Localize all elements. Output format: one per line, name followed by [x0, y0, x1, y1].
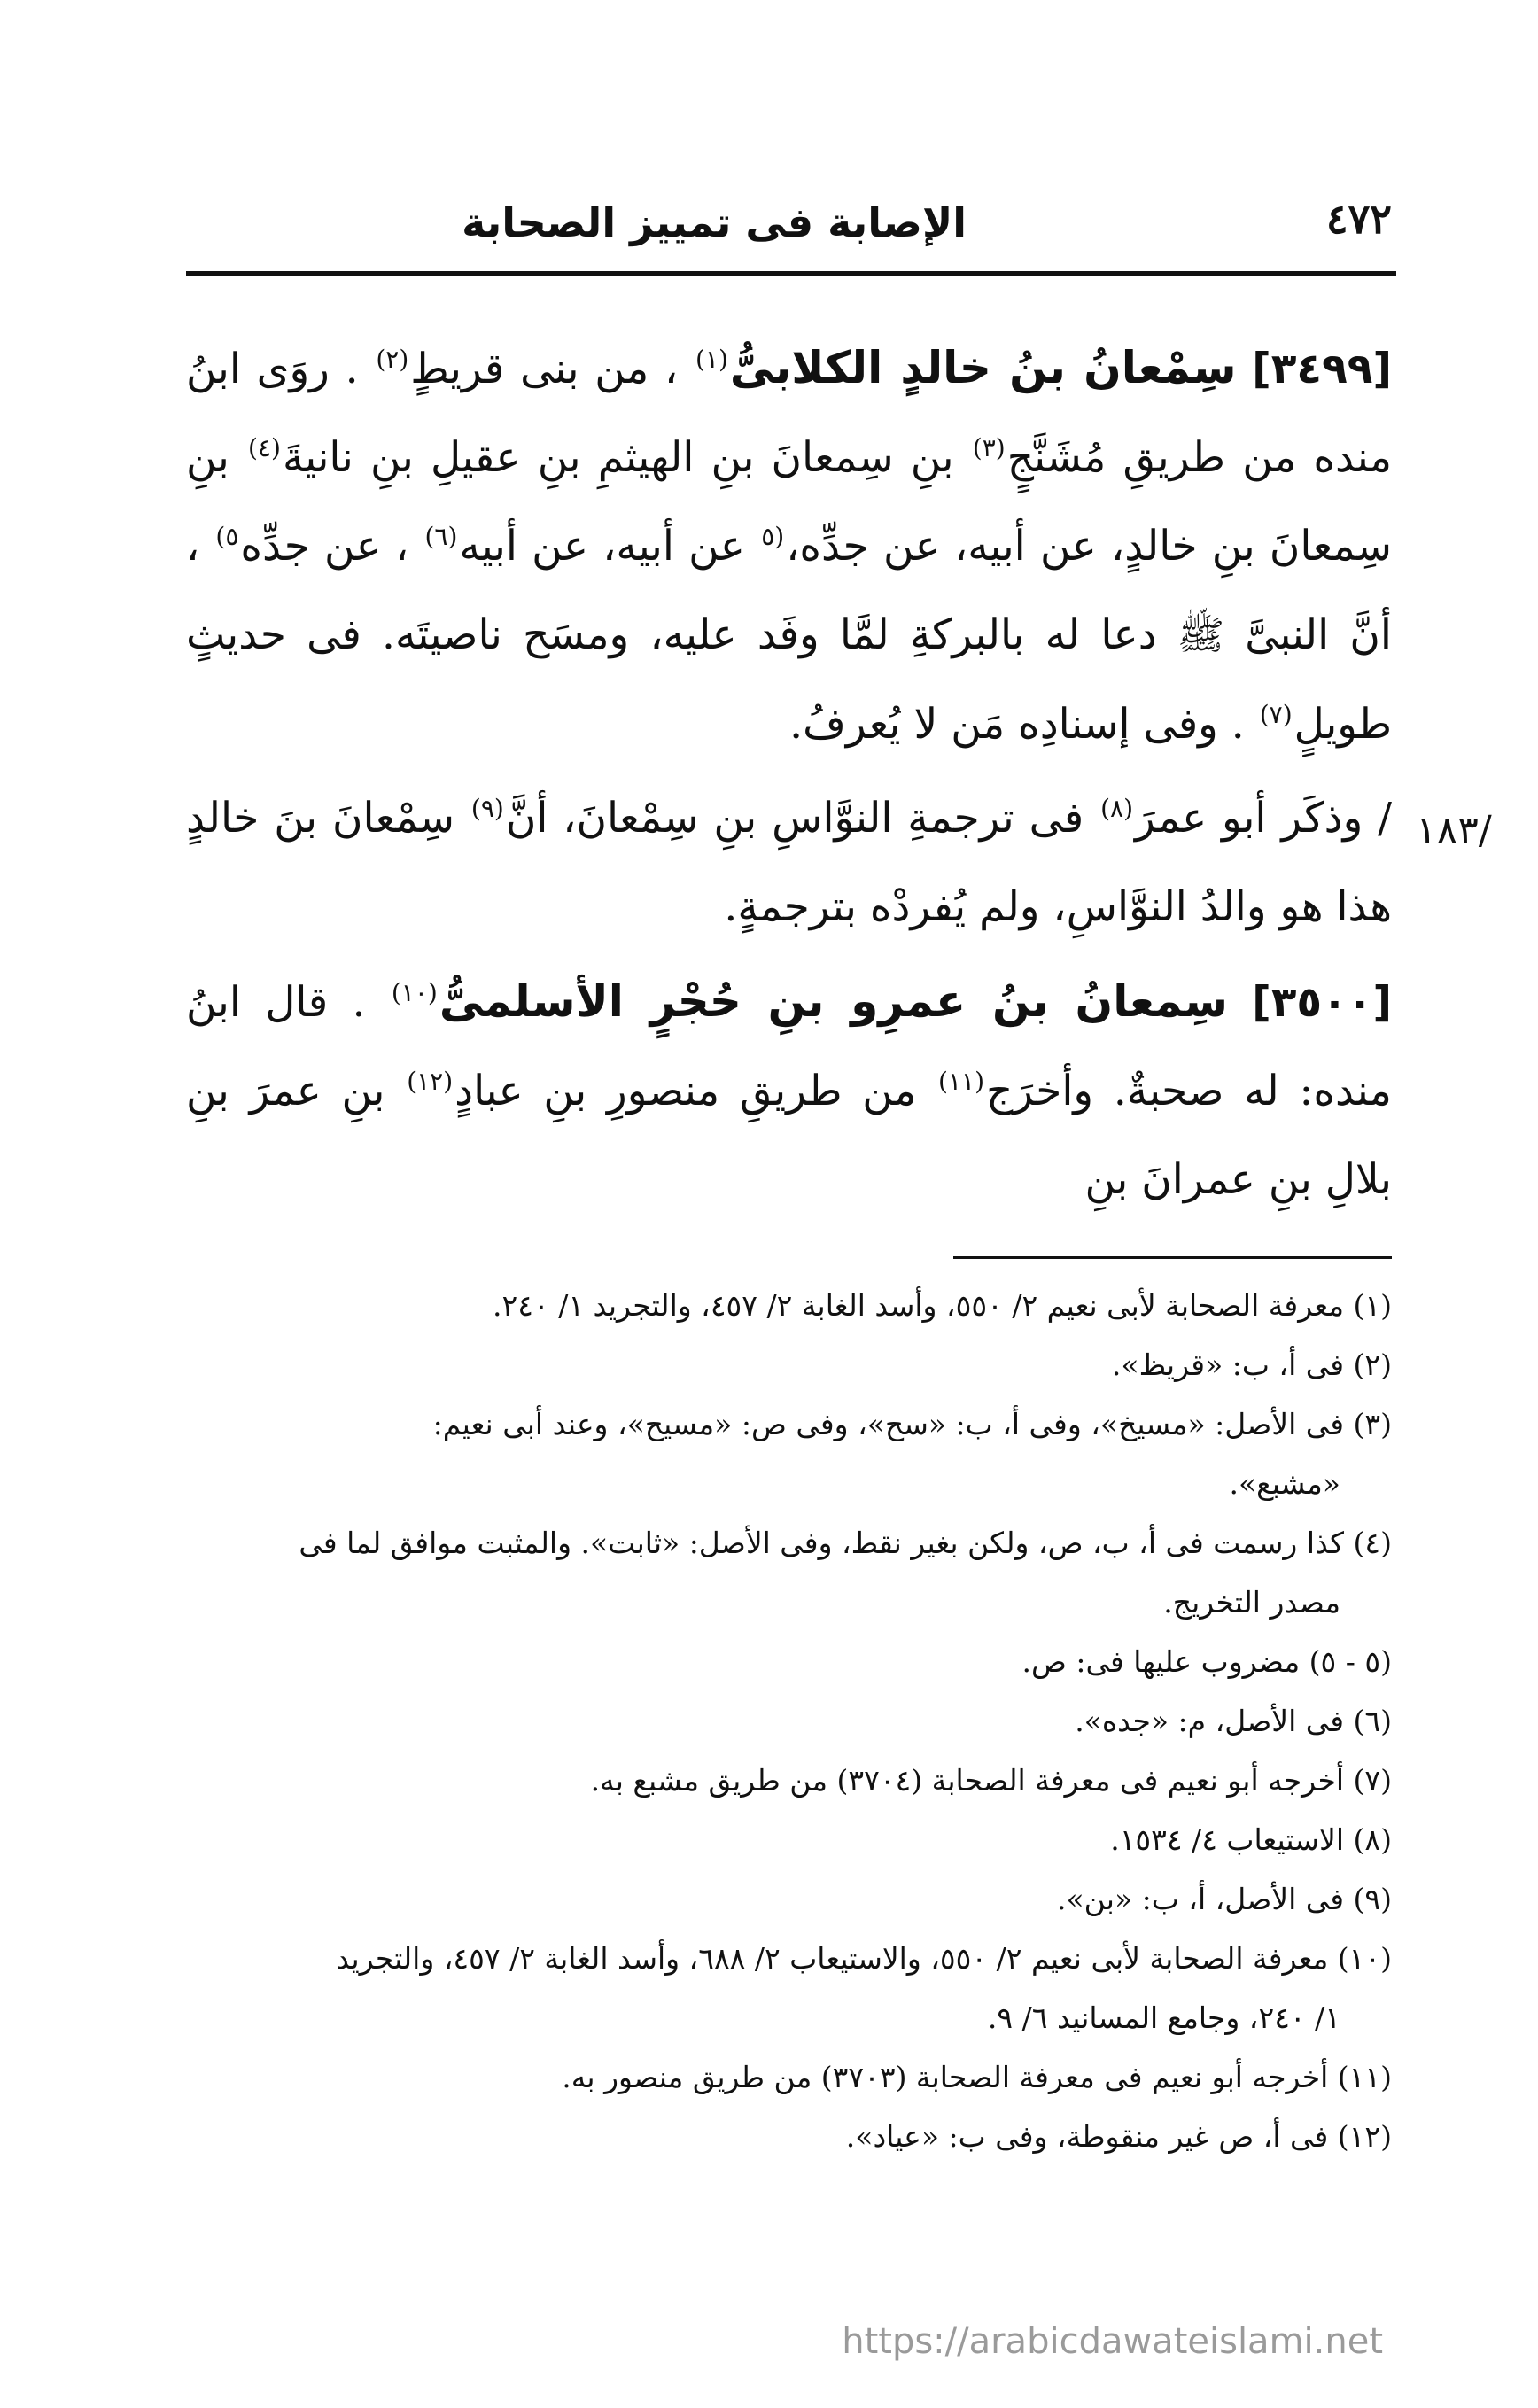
footnote-text: (١) معرفة الصحابة لأبى نعيم ٢/ ٥٥٠، وأسد الغابة ٢/ ٤٥٧، والتجريد ١/ ٢٤٠.: [493, 1288, 1392, 1323]
footnote-10: [159, 1929, 1392, 2047]
entry-3500: [186, 957, 1392, 1224]
footnote-2: [159, 1335, 1392, 1394]
footnote-ref[interactable]: (٣): [972, 433, 1006, 463]
footnote-9: [159, 1869, 1392, 1929]
page-number: ٤٧٢: [1325, 195, 1392, 243]
footnote-5: [159, 1632, 1392, 1691]
body-text: من طريقِ منصورِ بنِ عبادٍ: [454, 1067, 917, 1115]
footnote-ref[interactable]: (٨): [1100, 794, 1134, 824]
body-text: سِمْعانَ بنَ خالدٍ هذا هو والدُ النوَّاسِ، ولم يُفردْه بترجمةٍ.: [186, 794, 1392, 931]
body-text: . روَى ابنُ منده من طريقِ مُشَنَّجٍ: [186, 345, 1392, 482]
footnote-text: (٦) فى الأصل، م: «جده».: [1075, 1704, 1392, 1738]
footnote-12: [159, 2107, 1392, 2166]
footnote-ref[interactable]: (٦): [424, 522, 458, 552]
footnote-ref[interactable]: (٢): [376, 345, 409, 375]
footnote-rule: [953, 1256, 1392, 1259]
footnote-text: (٩) فى الأصل، أ، ب: «بن».: [1056, 1882, 1392, 1916]
body-text: بنِ سِمعانَ بنِ خالدٍ، عن أبيه، عن جدِّه،: [186, 433, 1392, 571]
entry-number: [٣٤٩٩]: [1252, 345, 1392, 393]
footnote-text: (٢) فى أ، ب: «قريظ».: [1111, 1348, 1392, 1382]
footnote-ref[interactable]: (٩): [470, 794, 504, 824]
footnote-text: (١١) أخرجه أبو نعيم فى معرفة الصحابة (٣٧٠٣) من طريق منصور به.: [562, 2060, 1392, 2094]
footnotes: [159, 1276, 1392, 2166]
footnote-continuation: مصدر التخريج.: [1163, 1585, 1340, 1620]
entry-3499: [186, 323, 1392, 769]
footnote-ref[interactable]: ٥): [215, 522, 239, 552]
body-text: / وذكَر أبو عمرَ: [1135, 794, 1392, 843]
footnote-text: (٥ - ٥) مضروب عليها فى: ص.: [1021, 1644, 1392, 1679]
honorific-symbol: ﷺ: [1177, 613, 1225, 658]
entry-title: سِمْعانُ بنُ خالدٍ الكلابىُّ: [729, 342, 1237, 393]
footnote-ref[interactable]: (٥: [761, 522, 785, 552]
footnote-4: [159, 1513, 1392, 1632]
footnote-8: [159, 1810, 1392, 1869]
body-text: ، عن جدِّه: [240, 522, 409, 571]
footnote-3: [159, 1394, 1392, 1513]
main-text: [186, 323, 1392, 1230]
footnote-ref[interactable]: (٤): [248, 433, 281, 463]
footnote-ref[interactable]: (١٠): [391, 978, 438, 1008]
body-text: فى ترجمةِ النوَّاسِ بنِ سِمْعانَ، أنَّ: [505, 794, 1084, 843]
footnote-text: (٨) الاستيعاب ٤/ ١٥٣٤.: [1110, 1822, 1392, 1857]
header-rule: [186, 271, 1396, 276]
footnote-ref[interactable]: (٧): [1259, 700, 1293, 730]
footnote-text: (٧) أخرجه أبو نعيم فى معرفة الصحابة (٣٧٠٤) من طريق مشبع به.: [590, 1763, 1392, 1798]
body-text: ، من بنى قريطٍ: [410, 345, 679, 393]
body-text: بنِ سِمعانَ بنِ الهيثمِ بنِ عقيلِ بنِ نانيةَ: [282, 433, 954, 482]
footnote-ref[interactable]: (١١): [938, 1067, 984, 1097]
footnote-text: (١٠) معرفة الصحابة لأبى نعيم ٢/ ٥٥٠، والاستيعاب ٢/ ٦٨٨، وأسد الغابة ٢/ ٤٥٧، والتجريد: [336, 1941, 1392, 1976]
footnote-6: [159, 1691, 1392, 1751]
margin-note: /١٨٣: [1416, 808, 1492, 853]
page-header: [186, 195, 1392, 275]
entry-number: [٣٥٠٠]: [1252, 978, 1392, 1027]
footnote-text: (٣) فى الأصل: «مسيخ»، وفى أ، ب: «سح»، وفى ص: «مسيح»، وعند أبى نعيم:: [432, 1407, 1392, 1441]
footnote-continuation: ١/ ٢٤٠، وجامع المسانيد ٦/ ٩.: [987, 2000, 1340, 2035]
footnote-continuation: «مشبع».: [1229, 1466, 1340, 1501]
footnote-1: [159, 1276, 1392, 1335]
body-text: عن أبيه، عن أبيه: [459, 522, 745, 571]
running-title: الإصابة فى تمييز الصحابة: [462, 198, 967, 246]
entry-3499-note: [186, 774, 1392, 952]
body-text: . قال ابنُ منده: له صحبةٌ. وأخرَج: [186, 978, 1392, 1115]
footnote-7: [159, 1751, 1392, 1810]
body-text: بنِ عمرَ بنِ بلالِ بنِ عمرانَ بنِ: [186, 1067, 1392, 1204]
body-text: دعا له بالبركةِ لمَّا وفَد عليه، ومسَح ناصيتَه. فى حديثٍ طويلٍ: [186, 610, 1392, 749]
body-text: . وفى إسنادِه مَن لا يُعرفُ.: [789, 700, 1245, 749]
footnote-text: (١٢) فى أ، ص غير منقوطة، وفى ب: «عياد».: [845, 2119, 1392, 2154]
footnote-ref[interactable]: (١): [695, 345, 728, 375]
body-text: ، أنَّ النبىَّ: [186, 522, 1392, 659]
watermark-url: https://arabicdawateislami.net: [842, 2321, 1383, 2362]
footnote-ref[interactable]: (١٢): [407, 1067, 454, 1097]
footnote-text: (٤) كذا رسمت فى أ، ب، ص، ولكن بغير نقط، وفى الأصل: «ثابت». والمثبت موافق لما فى: [299, 1526, 1392, 1560]
footnote-11: [159, 2047, 1392, 2107]
entry-title: سِمعانُ بنُ عمرِو بنِ حُجْرٍ الأسلمىُّ: [439, 975, 1228, 1027]
